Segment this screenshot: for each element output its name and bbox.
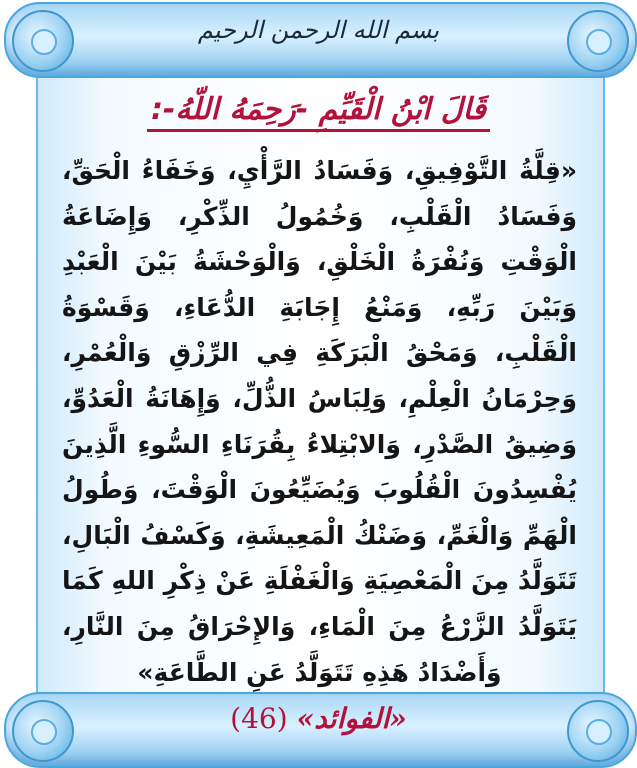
basmala-calligraphy: بسم الله الرحمن الرحيم — [197, 16, 440, 44]
heading-text: قَالَ ابْنُ الْقَيِّمِ -رَحِمَهُ اللّهُ-: — [147, 92, 490, 132]
quote-heading — [0, 92, 637, 127]
source-book-name: «الفوائد» — [296, 702, 407, 735]
quote-body: «قِلَّةُ التَّوْفِيقِ، وَفَسَادُ الرَّأْيِ، وَخَفَاءُ الْحَقِّ، وَفَسَادُ الْقَلْبِ، وَخُمُولُ الذِّكْرِ، وَإِضَاعَةُ الْوَقْتِ وَنُفْرَةُ الْخَلْقِ، وَالْوَحْشَةُ بَيْنَ الْعَبْدِ وَبَيْنَ رَبِّهِ، وَمَنْعُ إِجَابَةِ الدُّعَاءِ، وَقَسْوَةُ الْقَلْبِ، وَمَحْقُ الْبَرَكَةِ فِي الرِّزْقِ وَالْعُمْرِ، وَحِرْمَانُ الْعِلْمِ، وَلِبَاسُ الذُّلِّ، وَإِهَانَةُ الْعَدُوِّ، وَضِيقُ الصَّدْرِ، وَالابْتِلاءُ بِقُرَنَاءِ السُّوءِ الَّذِينَ يُفْسِدُونَ الْقُلُوبَ وَيُضَيِّعُونَ الْوَقْتَ، وَطُولُ الْهَمِّ وَالْغَمِّ، وَضَنْكُ الْمَعِيشَةِ، وَكَسْفُ الْبَالِ، تَتَوَلَّدُ مِنَ الْمَعْصِيَةِ وَالْغَفْلَةِ عَنْ ذِكْرِ اللهِ كَمَا يَتَوَلَّدُ الزَّرْعُ مِنَ الْمَاءِ، وَالإِحْرَاقُ مِنَ النَّارِ، وَأَضْدَادُ هَذِهِ تَتَوَلَّدُ عَنِ الطَّاعَةِ» — [62, 156, 577, 687]
source-page-number: (46) — [230, 702, 288, 735]
source-citation — [0, 702, 637, 735]
